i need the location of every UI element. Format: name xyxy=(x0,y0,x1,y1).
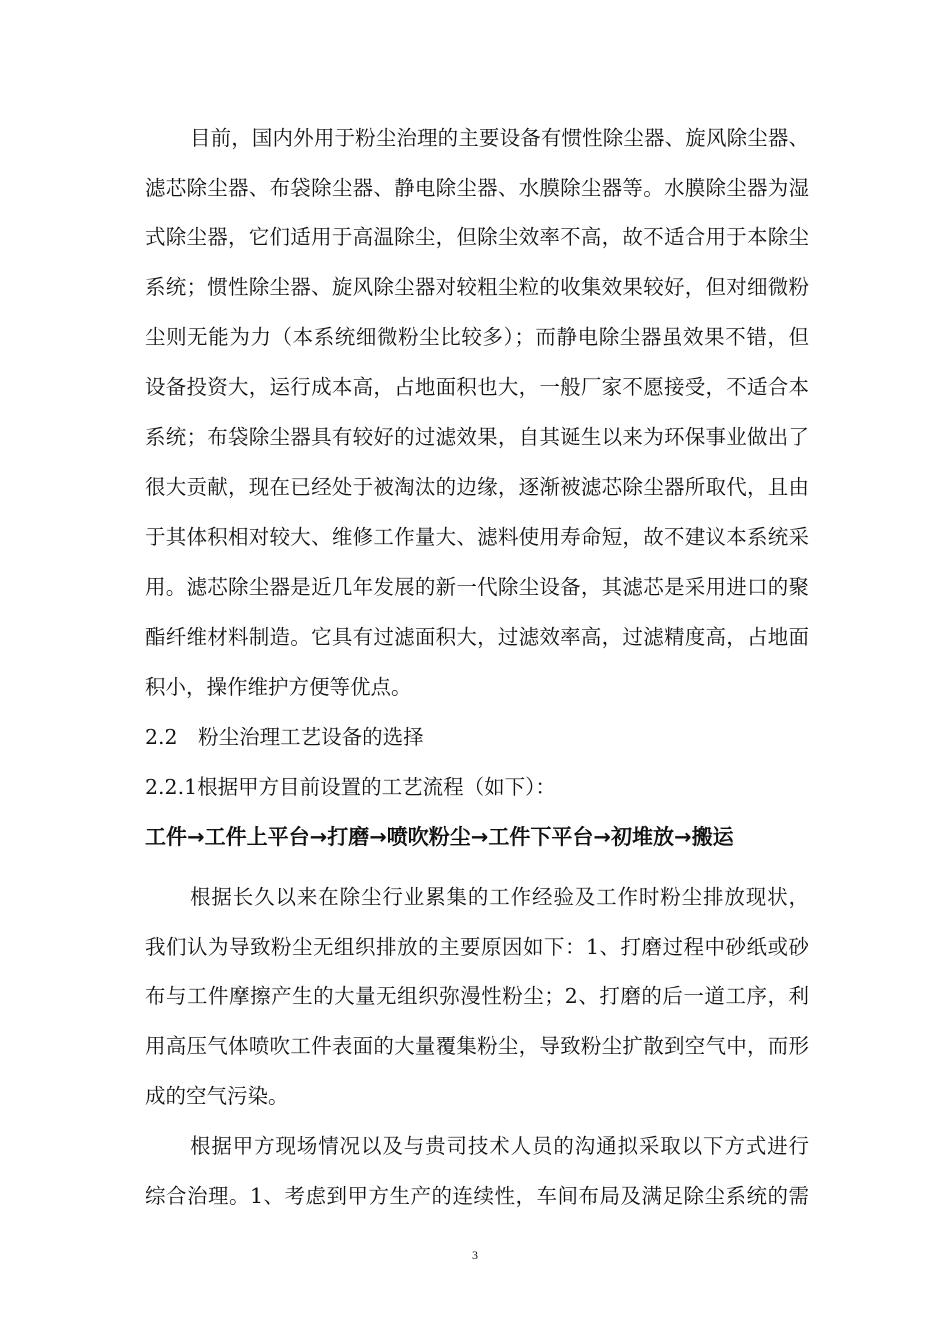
paragraph-line: 布与工件摩擦产生的大量无组织弥漫性粉尘；2、打磨的后一道工序，利 xyxy=(145,984,809,1008)
paragraph-line: 尘则无能为力（本系统细微粉尘比较多）；而静电除尘器虽效果不错，但 xyxy=(145,325,809,349)
paragraph-line: 用。滤芯除尘器是近几年发展的新一代除尘设备，其滤芯是采用进口的聚 xyxy=(145,575,809,599)
paragraph-line: 系统；惯性除尘器、旋风除尘器对较粗尘粒的收集效果较好，但对细微粉 xyxy=(145,275,809,299)
paragraph-line: 式除尘器，它们适用于高温除尘，但除尘效率不高，故不适合用于本除尘 xyxy=(145,225,809,249)
paragraph-line: 酯纤维材料制造。它具有过滤面积大，过滤效率高，过滤精度高，占地面 xyxy=(145,625,809,649)
page-number: 3 xyxy=(472,1248,478,1262)
paragraph-line: 根据甲方现场情况以及与贵司技术人员的沟通拟采取以下方式进行 xyxy=(190,1134,809,1158)
subsection-heading: 2.2.1根据甲方目前设置的工艺流程（如下）： xyxy=(145,775,556,799)
process-flow: 工件→工件上平台→打磨→喷吹粉尘→工件下平台→初堆放→搬运 xyxy=(145,825,734,849)
paragraph-line: 设备投资大，运行成本高，占地面积也大，一般厂家不愿接受，不适合本 xyxy=(145,375,809,399)
paragraph-line: 很大贡献，现在已经处于被淘汰的边缘，逐渐被滤芯除尘器所取代，且由 xyxy=(145,475,809,499)
paragraph-line: 系统；布袋除尘器具有较好的过滤效果，自其诞生以来为环保事业做出了 xyxy=(145,425,809,449)
paragraph-line: 成的空气污染。 xyxy=(145,1084,289,1108)
section-heading: 2.2 粉尘治理工艺设备的选择 xyxy=(145,725,424,749)
paragraph-line: 滤芯除尘器、布袋除尘器、静电除尘器、水膜除尘器等。水膜除尘器为湿 xyxy=(145,176,809,200)
paragraph-line: 于其体积相对较大、维修工作量大、滤料使用寿命短，故不建议本系统采 xyxy=(145,525,809,549)
paragraph-line: 根据长久以来在除尘行业累集的工作经验及工作时粉尘排放现状， xyxy=(190,885,809,909)
paragraph-line: 目前，国内外用于粉尘治理的主要设备有惯性除尘器、旋风除尘器、 xyxy=(190,126,809,150)
paragraph-line: 积小，操作维护方便等优点。 xyxy=(145,675,412,699)
paragraph-line: 用高压气体喷吹工件表面的大量覆集粉尘，导致粉尘扩散到空气中，而形 xyxy=(145,1034,809,1058)
paragraph-line: 我们认为导致粉尘无组织排放的主要原因如下：1、打磨过程中砂纸或砂 xyxy=(145,935,809,959)
paragraph-line: 综合治理。1、考虑到甲方生产的连续性，车间布局及满足除尘系统的需 xyxy=(145,1184,809,1208)
